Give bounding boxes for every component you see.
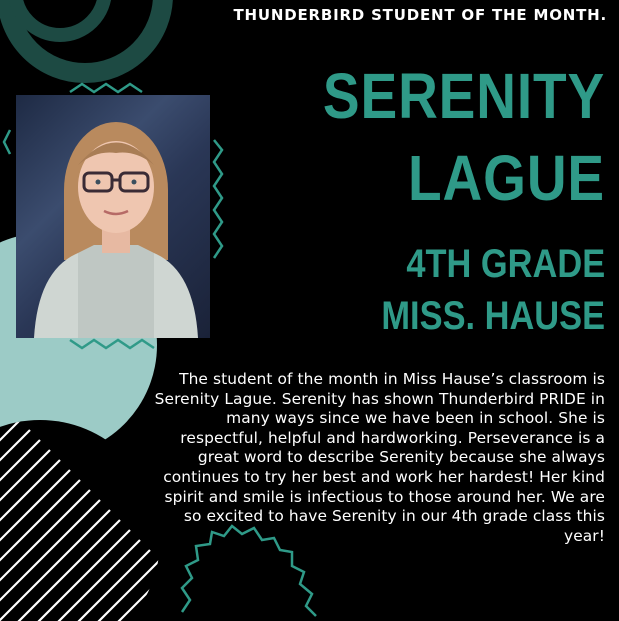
ring-inner bbox=[15, 0, 105, 35]
student-first-name: SERENITY bbox=[322, 60, 605, 132]
header-title: THUNDERBIRD STUDENT OF THE MONTH. bbox=[233, 6, 607, 24]
teacher-name: MISS. HAUSE bbox=[381, 294, 605, 338]
portrait-illustration bbox=[16, 95, 210, 338]
ring-outer bbox=[7, 0, 163, 73]
student-last-name: LAGUE bbox=[408, 142, 605, 214]
description-paragraph: The student of the month in Miss Hause’s classroom is Serenity Lague. Serenity has shown Thunderbird PRIDE in many ways since we have been in school. She is respectful, helpful and hardworking. Perseverance is a great word to describe Serenity because she always continues to try her best and work her hardest! Her kind spirit and smile is infectious to those around her. We are so excited to have Serenity in our 4th grade class this year! bbox=[154, 370, 605, 545]
student-grade: 4TH GRADE bbox=[406, 242, 605, 286]
student-photo bbox=[16, 95, 210, 338]
